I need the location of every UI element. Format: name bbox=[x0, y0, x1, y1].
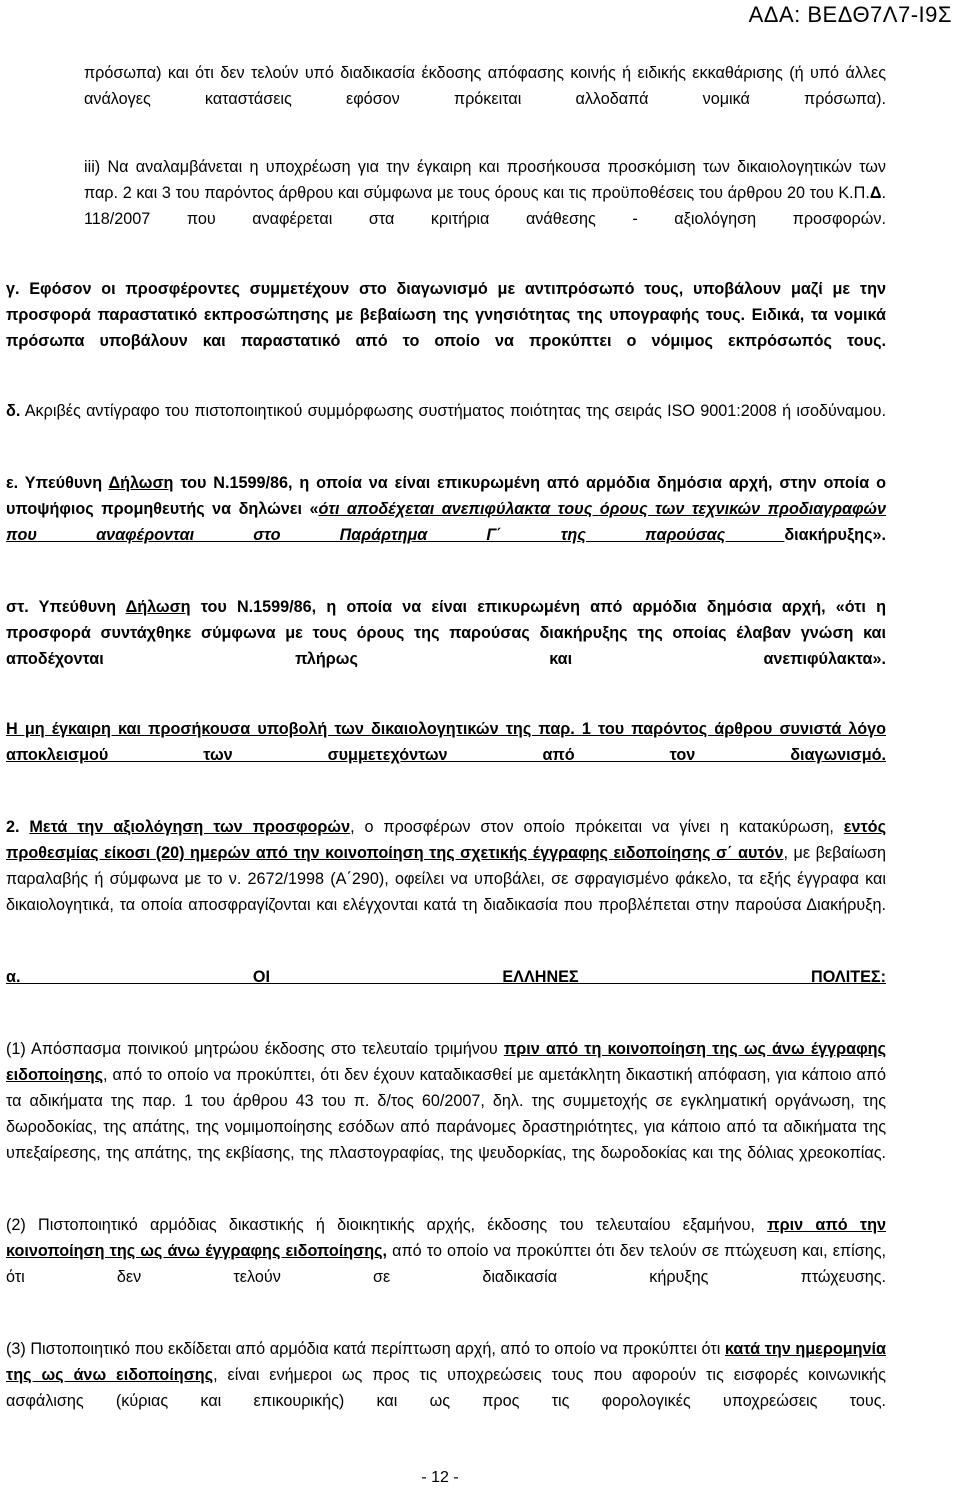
p2-text-2: , με βεβαίωση παραλαβής ή σύμφωνα με το ν. 2672/1998 (Α΄290), οφείλει να υποβάλει, σε σφραγισμένο φάκελο, τα εξής έγγραφα και δικαιολογητικά, τα οποία αποσφραγίζονται και ελέγχονται κατά τη διαδικασία που προβλέπεται στην παρούσα Διακήρυξη. bbox=[6, 844, 886, 914]
epsilon-text3: διακήρυξης». bbox=[784, 526, 886, 544]
paragraph-st bbox=[6, 594, 886, 698]
item2-text-1: (2) Πιστοποιητικό αρμόδιας δικαστικής ή διοικητικής αρχής, έκδοσης του τελευταίου εξαμήνου, bbox=[6, 1216, 768, 1234]
item1-underlined: πριν από τη κοινοποίηση της ως άνω έγγραφης ειδοποίησης bbox=[6, 1040, 886, 1084]
paragraph-2 bbox=[6, 814, 886, 944]
paragraph-gamma: γ. Εφόσον οι προσφέροντες συμμετέχουν στο διαγωνισμό με αντιπρόσωπό τους, υποβάλουν μαζί με την προσφορά παραστατικό εκπροσώπησης με βεβαίωση της γνησιότητας της υπογραφής τους. Ειδικά, τα νομικά πρόσωπα υποβάλουν και παραστατικό από το οποίο να προκύπτει ο νόμιμος εκπρόσωπός τους. bbox=[6, 280, 886, 350]
st-text1: στ. Υπεύθυνη bbox=[6, 598, 126, 616]
p2-underlined-1: Μετά την αξιολόγηση των προσφορών bbox=[29, 818, 351, 836]
epsilon-emphasis: ότι αποδέχεται ανεπιφύλακτα τους όρους των τεχνικών προδιαγραφών που αναφέρονται στο Παράρτημα Γ΄ της παρούσας bbox=[6, 500, 886, 544]
paragraph-iii bbox=[84, 154, 886, 258]
item-3 bbox=[6, 1336, 886, 1440]
st-declaration: Δήλωση bbox=[125, 598, 191, 616]
item-2 bbox=[6, 1212, 886, 1316]
item2-text-2: από το οποίο να προκύπτει ότι δεν τελούν σε πτώχευση και, επίσης, ότι δεν τελούν σε διαδικασία κήρυξης πτώχευσης. bbox=[6, 1242, 886, 1286]
ada-code: ΑΔΑ: ΒΕΔΘ7Λ7-Ι9Σ bbox=[748, 2, 952, 27]
st-text2: του Ν.1599/86, η οποία να είναι επικυρωμένη από αρμόδια δημόσια αρχή, «ότι η προσφορά συντάχθηκε σύμφωνα με τους όρους της παρούσας διακήρυξης της οποίας έλαβαν γνώση και αποδέχονται πλήρως και ανεπιφύλακτα». bbox=[6, 598, 886, 668]
iii-text: iii) Να αναλαμβάνεται η υποχρέωση για την έγκαιρη και προσήκουσα προσκόμιση των δικαιολογητικών των παρ. 2 και 3 του παρόντος άρθρου και σύμφωνα με τους όρους και τις προϋποθέσεις του άρθρου 20 του Κ.Π. bbox=[84, 158, 886, 202]
p2-underlined-2: εντός προθεσμίας είκοσι (20) ημερών από την κοινοποίηση της σχετικής έγγραφης ειδοποίησης σ΄ αυτόν bbox=[6, 818, 886, 862]
item-1 bbox=[6, 1036, 886, 1192]
item1-text-2: , από το οποίο να προκύπτει, ότι δεν έχουν καταδικασθεί με αμετάκλητη δικαστική απόφαση, για κάποιο από τα αδικήματα της παρ. 1 του άρθρου 43 του π. δ/τος 60/2007, δηλ. της συμμετοχής σε εγκληματική οργάνωση, της δωροδοκίας, της απάτης, της νομιμοποίησης εσόδων από παράνομες δραστηριότητες, για κάποιο από τα αδικήματα της υπεξαίρεσης, της απάτης, της εκβίασης, της πλαστογραφίας, της ψευδορκίας, της δωροδοκίας και της δόλιας χρεοκοπίας. bbox=[6, 1066, 886, 1162]
item3-underlined: κατά την ημερομηνία της ως άνω ειδοποίησης bbox=[6, 1340, 886, 1384]
item1-text-1: (1) Απόσπασμα ποινικού μητρώου έκδοσης στο τελευταίο τριμήνου bbox=[6, 1040, 504, 1058]
item3-text-1: (3) Πιστοποιητικό που εκδίδεται από αρμόδια κατά περίπτωση αρχή, από το οποίο να προκύπτει ότι bbox=[6, 1340, 725, 1358]
section-a-heading: α. ΟΙ ΕΛΛΗΝΕΣ ΠΟΛΙΤΕΣ: bbox=[6, 968, 886, 986]
paragraph-delta bbox=[6, 398, 886, 450]
paragraph-epsilon bbox=[6, 470, 886, 574]
epsilon-declaration: Δήλωση bbox=[108, 474, 174, 492]
iii-bold: Δ bbox=[869, 184, 882, 202]
continued-paragraph: πρόσωπα) και ότι δεν τελούν υπό διαδικασία έκδοσης απόφασης κοινής ή ειδικής εκκαθάρισης (ή υπό άλλες ανάλογες καταστάσεις εφόσον πρόκειται αλλοδαπά νομικά πρόσωπα). bbox=[84, 64, 886, 108]
p2-number: 2. bbox=[6, 818, 30, 836]
page-number: - 12 - bbox=[421, 1469, 459, 1486]
delta-label: δ. bbox=[6, 402, 21, 420]
iii-text-end: . 118/2007 που αναφέρεται στα κριτήρια ανάθεσης - αξιολόγηση προσφορών. bbox=[84, 184, 886, 228]
exclusion-notice: Η μη έγκαιρη και προσήκουσα υποβολή των δικαιολογητικών της παρ. 1 του παρόντος άρθρου συνιστά λόγο αποκλεισμού των συμμετεχόντων από τον διαγωνισμό. bbox=[6, 720, 886, 764]
item2-underlined: πριν από την κοινοποίηση της ως άνω έγγραφης ειδοποίησης, bbox=[6, 1216, 886, 1260]
epsilon-text1: ε. Υπεύθυνη bbox=[6, 474, 109, 492]
delta-text: Ακριβές αντίγραφο του πιστοποιητικού συμμόρφωσης συστήματος ποιότητας της σειράς ISO 9001:2008 ή ισοδύναμου. bbox=[20, 402, 886, 420]
p2-text-1: , ο προσφέρων στον οποίο πρόκειται να γίνει η κατακύρωση, bbox=[350, 818, 844, 836]
item3-text-2: , είναι ενήμεροι ως προς τις υποχρεώσεις τους που αφορούν τις εισφορές κοινωνικής ασφάλισης (κύριας και επικουρικής) και ως προς τις φορολογικές υποχρεώσεις τους. bbox=[6, 1366, 886, 1410]
document-page bbox=[6, 60, 886, 1440]
epsilon-text2: του Ν.1599/86, η οποία να είναι επικυρωμένη από αρμόδια δημόσια αρχή, στην οποία ο υποψήφιος προμηθευτής να δηλώνει « bbox=[6, 474, 887, 518]
